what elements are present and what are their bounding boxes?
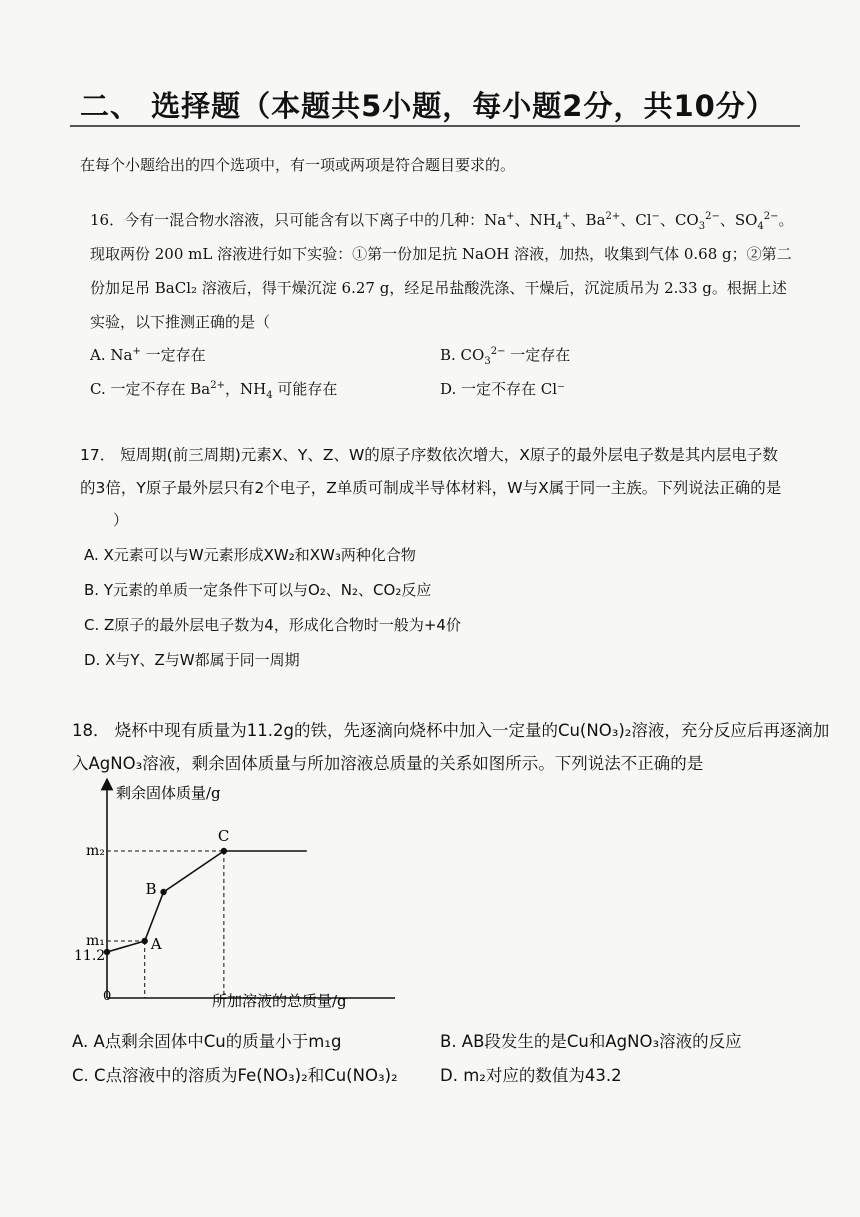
data-point-3 — [221, 848, 227, 854]
q18-option-d: D. m₂对应的数值为43.2 — [440, 1066, 622, 1085]
series-segment-1 — [107, 941, 145, 952]
x-axis-label: 所加溶液的总质量/g — [212, 992, 347, 1010]
q17-option-d: D. X与Y、Z与W都属于同一周期 — [84, 651, 300, 669]
q17-option-b: B. Y元素的单质一定条件下可以与O₂、N₂、CO₂反应 — [84, 581, 432, 599]
q16-stem-line1: 16．今有一混合物水溶液，只可能含有以下离子中的几种：Na+、$NH_4^+$、$Ba^{2+}$、Cl−、$CO_3^{2-}$、$SO_4^{2-}$。 — [90, 211, 794, 232]
q18-option-b: B. AB段发生的是Cu和AgNO₃溶液的反应 — [440, 1032, 742, 1051]
y-axis-label: 剩余固体质量/g — [116, 784, 221, 802]
q17-stem-line1: 17． 短周期(前三周期)元素X、Y、Z、W的原子序数依次增大，X原子的最外层电子数是其内层电子数 — [80, 446, 778, 464]
series-segment-2 — [145, 892, 164, 941]
title-rule — [70, 125, 800, 127]
section-instruction: 在每个小题给出的四个选项中，有一项或两项是符合题目要求的。 — [80, 156, 516, 174]
q16-number: 16． — [90, 211, 125, 229]
point-label-B: B — [145, 880, 157, 898]
q16-option-b: B. $CO_3^{2-}$ 一定存在 — [440, 346, 571, 367]
point-label-A: A — [150, 935, 162, 953]
q18-stem-line2: 入AgNO₃溶液，剩余固体质量与所加溶液总质量的关系如图所示。下列说法不正确的是 — [72, 754, 704, 773]
q18-option-c: C. C点溶液中的溶质为Fe(NO₃)₂和Cu(NO₃)₂ — [72, 1066, 398, 1085]
q18-stem-line1: 18． 烧杯中现有质量为11.2g的铁，先逐滴向烧杯中加入一定量的Cu(NO₃)₂溶液，充分反应后再逐滴加 — [72, 721, 830, 740]
origin-label: 0 — [103, 989, 112, 1004]
data-point-1 — [142, 938, 148, 944]
q17-stem-line3: ） — [113, 511, 129, 529]
y-tick-label: m₂ — [86, 843, 105, 859]
q16-option-c: C. 一定不存在 $Ba^{2+}$，$NH_4$ 可能存在 — [90, 380, 338, 401]
q18-chart — [0, 770, 420, 1020]
series-segment-3 — [164, 851, 224, 892]
q18-option-a: A. A点剩余固体中Cu的质量小于m₁g — [72, 1032, 342, 1051]
q17-option-a: A. X元素可以与W元素形成XW₂和XW₃两种化合物 — [84, 546, 416, 564]
y-tick-label: m₁ — [86, 933, 105, 949]
q17-option-c: C. Z原子的最外层电子数为4，形成化合物时一般为+4价 — [84, 616, 461, 634]
y-tick-label: 11.2 — [74, 948, 106, 964]
data-point-2 — [160, 889, 166, 895]
q16-option-a: A. Na+ 一定存在 — [90, 346, 206, 364]
q16-stem-line2: 现取两份 200 mL 溶液进行如下实验：①第一份加足抗 NaOH 溶液，加热，收集到气体 0.68 g；②第二 — [90, 245, 792, 263]
q16-option-d: D. 一定不存在 Cl⁻ — [440, 380, 565, 398]
section-title: 二、 选择题（本题共5小题，每小题2分，共10分） — [80, 89, 776, 123]
point-label-C: C — [217, 827, 230, 845]
q16-stem-line4: 实验，以下推测正确的是（ — [90, 313, 271, 331]
q17-stem-line2: 的3倍，Y原子最外层只有2个电子，Z单质可制成半导体材料，W与X属于同一主族。下列说法正确的是 — [80, 479, 782, 497]
q16-stem-line3: 份加足吊 BaCl₂ 溶液后，得干燥沉淀 6.27 g，经足吊盐酸洗涤、干燥后，沉淀质吊为 2.33 g。根据上述 — [90, 279, 787, 297]
